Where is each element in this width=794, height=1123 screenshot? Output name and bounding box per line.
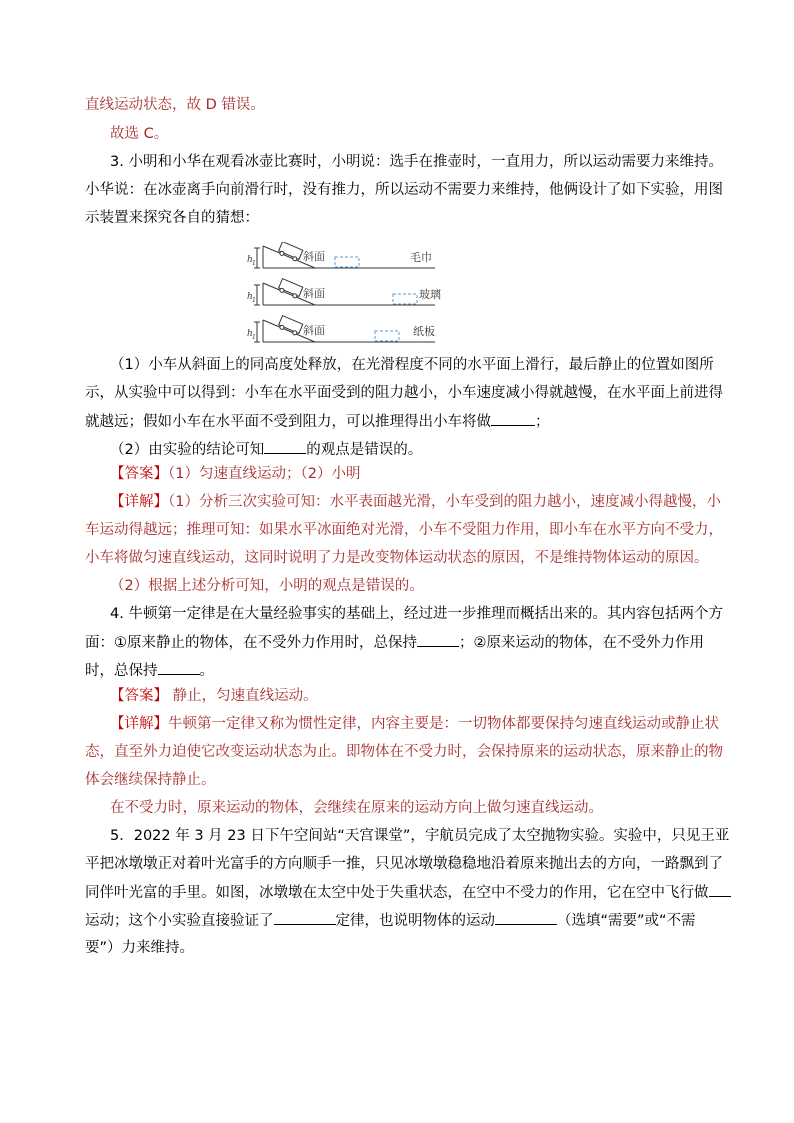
detail-tag: 【详解】 <box>110 494 168 510</box>
text-line: （2）根据上述分析可知，小明的观点是错误的。 <box>110 578 424 594</box>
detail-line: 【详解】牛顿第一定律又称为惯性定律，内容主要是：一切物体都要保持匀速直线运动或静止状 <box>110 716 719 732</box>
answer-tag: 【答案】 <box>110 688 168 704</box>
answer-line: 【答案】 静止，匀速直线运动。 <box>110 688 318 704</box>
text-line: 直线运动状态，故 D 错误。 <box>85 97 265 113</box>
text-line: 运动；这个小实验直接验证了 定律，也说明物体的运动 （选填“需要”或“不需 <box>85 910 696 931</box>
answer-blank[interactable] <box>417 632 459 647</box>
text-line: （2）由实验的结论可知 的观点是错误的。 <box>110 439 422 460</box>
answer-line: 【答案】（1）匀速直线运动；（2）小明 <box>110 466 361 482</box>
text-line: 就越远；假如小车在水平面不受到阻力，可以推理得出小车将做 ； <box>85 411 550 432</box>
incline-row-cardboard <box>247 316 435 342</box>
surface-label: 玻璃 <box>419 288 441 301</box>
h-label: h <box>247 329 253 339</box>
text-line: 在不受力时，原来运动的物体，会继续在原来的运动方向上做匀速直线运动。 <box>110 800 603 816</box>
answer-blank[interactable] <box>158 660 200 675</box>
text-line: 示，从实验中可以得到：小车在水平面受到的阻力越小，小车速度减小得就越慢，在水平面上前进得 <box>85 385 723 401</box>
incline-diagram <box>245 242 445 347</box>
question-5-stem: 5．2022 年 3 月 23 日下午空间站“天宫课堂”，宇航员完成了太空抛物实验。实验中，只见王亚 <box>110 828 730 844</box>
text-line: （1）小车从斜面上的同高度处释放，在光滑程度不同的水平面上滑行，最后静止的位置如图所 <box>110 357 714 373</box>
cart-final-position <box>393 294 417 304</box>
detail-line: 【详解】（1）分析三次实验可知：水平表面越光滑，小车受到的阻力越小，速度减小得越慢，小 <box>110 494 721 510</box>
surface-label: 毛巾 <box>410 251 432 264</box>
text-line: 小华说：在冰壶离手向前滑行时，没有推力，所以运动不需要力来维持，他俩设计了如下实验，用图 <box>85 182 723 198</box>
cart-final-position <box>335 257 359 267</box>
answer-blank[interactable] <box>495 910 557 925</box>
question-4-stem: 4. 牛顿第一定律是在大量经验事实的基础上，经过进一步推理而概括出来的。其内容包括两个方 <box>110 606 723 622</box>
text-line: 平把冰墩墩正对着叶光富手的方向顺手一推，只见冰墩墩稳稳地沿着原来抛出去的方向，一路飘到了 <box>85 856 723 872</box>
text-line: 故选 C。 <box>110 126 169 142</box>
text-line: 面：①原来静止的物体，在不受外力作用时，总保持 ；②原来运动的物体，在不受外力作用 <box>85 632 704 653</box>
cart-final-position <box>375 331 399 341</box>
text-line: 同伴叶光富的手里。如图，冰墩墩在太空中处于失重状态，在空中不受力的作用，它在空中飞行做 <box>85 882 731 903</box>
question-3-stem: 3. 小明和小华在观看冰壶比赛时，小明说：选手在推壶时，一直用力，所以运动需要力来维持。 <box>110 154 723 170</box>
text-line: 小车将做匀速直线运动，这同时说明了力是改变物体运动状态的原因，不是维持物体运动的原因。 <box>85 550 709 566</box>
answer-blank[interactable] <box>274 910 336 925</box>
answer-tag: 【答案】 <box>110 466 168 482</box>
text-line: 车运动得越远；推理可知：如果水平冰面绝对光滑，小车不受阻力作用，即小车在水平方向不受力， <box>85 522 723 538</box>
answer-blank[interactable] <box>491 411 535 426</box>
svg-text:1: 1 <box>252 297 256 304</box>
answer-blank[interactable] <box>709 882 731 897</box>
incline-row-towel <box>247 242 435 268</box>
cart-icon <box>277 316 302 337</box>
slope-label: 斜面 <box>303 324 325 337</box>
slope-label: 斜面 <box>303 250 325 263</box>
svg-text:1: 1 <box>252 260 256 267</box>
svg-text:1: 1 <box>252 334 256 341</box>
surface-label: 纸板 <box>413 325 435 338</box>
slope-label: 斜面 <box>303 287 325 300</box>
cart-icon <box>277 279 302 300</box>
text-line: 示装置来探究各自的猜想： <box>85 210 259 226</box>
text-line: 态，直至外力迫使它改变运动状态为止。即物体在不受力时，会保持原来的运动状态，原来静止的物 <box>85 744 723 760</box>
experiment-figure <box>245 242 445 347</box>
h-label: h <box>247 292 253 302</box>
answer-blank[interactable] <box>264 439 306 454</box>
text-line: 时，总保持 。 <box>85 660 214 681</box>
h-label: h <box>247 255 253 265</box>
cart-icon <box>277 242 302 262</box>
text-line: 要”）力来维持。 <box>85 940 195 956</box>
incline-row-glass <box>247 279 441 305</box>
detail-tag: 【详解】 <box>110 716 168 732</box>
text-line: 体会继续保持静止。 <box>85 772 216 788</box>
